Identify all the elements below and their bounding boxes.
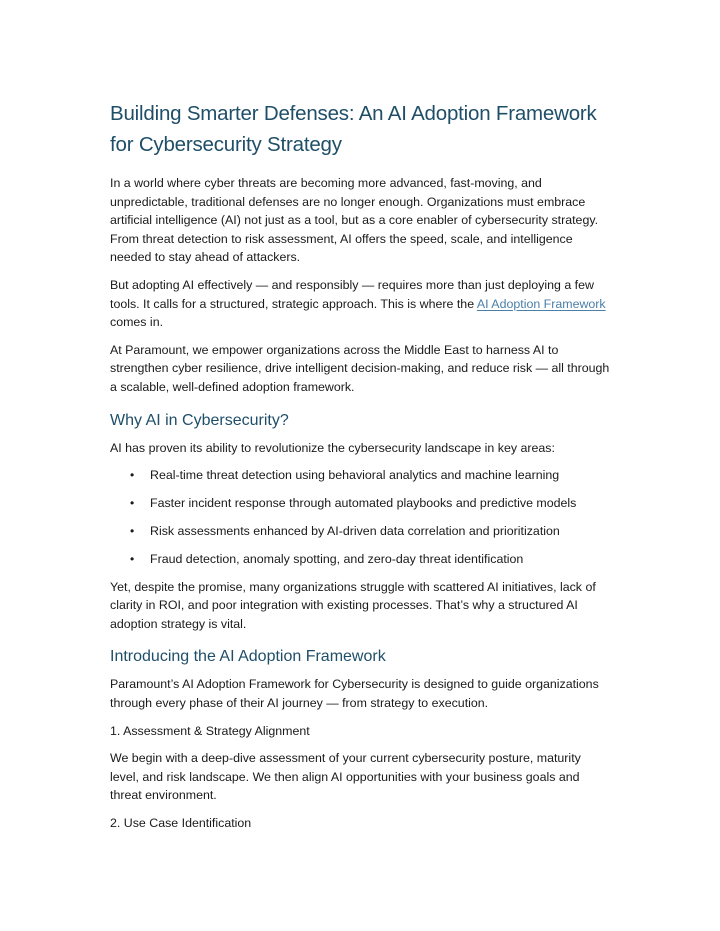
list-item-text: Faster incident response through automated playbooks and predictive models <box>150 496 577 511</box>
list-item-text: Risk assessments enhanced by AI-driven data correlation and prioritization <box>150 523 560 538</box>
list-item-text: Fraud detection, anomaly spotting, and zero-day threat identification <box>150 551 524 566</box>
intro-paragraph-1: In a world where cyber threats are becoming more advanced, fast-moving, and unpredictable, traditional defenses are no longer enough. Organizations must embrace artificial intelligence (AI) not just as a tool, but as a core enabler of cybersecurity strategy. From threat detection to risk assessment, AI offers the speed, scale, and intelligence needed to stay ahead of attackers. <box>110 176 599 265</box>
why-ai-intro: AI has proven its ability to revolutionize the cybersecurity landscape in key areas: <box>110 440 555 455</box>
bullet-icon: • <box>130 523 135 538</box>
document-page <box>110 98 610 842</box>
why-ai-outro: Yet, despite the promise, many organizations struggle with scattered AI initiatives, lack of clarity in ROI, and poor integration with existing processes. That’s why a structured AI adoption strategy is vital. <box>110 579 596 631</box>
list-item <box>110 466 610 485</box>
bullet-icon: • <box>130 468 135 483</box>
why-ai-list <box>110 466 610 568</box>
intro-paragraph-2 <box>110 276 610 332</box>
step-1-title: 1. Assessment & Strategy Alignment <box>110 723 310 738</box>
intro-paragraph-2-after: comes in. <box>110 315 164 330</box>
list-item <box>110 522 610 541</box>
intro-paragraph-3: At Paramount, we empower organizations across the Middle East to harness AI to strengthen cyber resilience, drive intelligent decision-making, and reduce risk — all through a scalable, well-defined adoption framework. <box>110 342 610 394</box>
framework-intro: Paramount’s AI Adoption Framework for Cybersecurity is designed to guide organizations through every phase of their AI journey — from strategy to execution. <box>110 677 599 711</box>
intro-paragraph-2-before: But adopting AI effectively — and responsibly — requires more than just deploying a few tools. It calls for a structured, strategic approach. This is where the <box>110 277 594 311</box>
why-ai-heading: Why AI in Cybersecurity? <box>110 411 289 429</box>
list-item-text: Real-time threat detection using behavioral analytics and machine learning <box>150 468 560 483</box>
list-item <box>110 494 610 513</box>
framework-heading: Introducing the AI Adoption Framework <box>110 648 386 666</box>
step-2-title: 2. Use Case Identification <box>110 816 252 831</box>
bullet-icon: • <box>130 496 135 511</box>
ai-adoption-framework-link[interactable]: AI Adoption Framework <box>476 296 606 311</box>
article-title: Building Smarter Defenses: An AI Adoption Framework for Cybersecurity Strategy <box>110 102 597 156</box>
list-item <box>110 550 610 569</box>
bullet-icon: • <box>130 551 135 566</box>
step-1-text: We begin with a deep-dive assessment of your current cybersecurity posture, maturity level, and risk landscape. We then align AI opportunities with your business goals and threat environment. <box>110 751 581 803</box>
